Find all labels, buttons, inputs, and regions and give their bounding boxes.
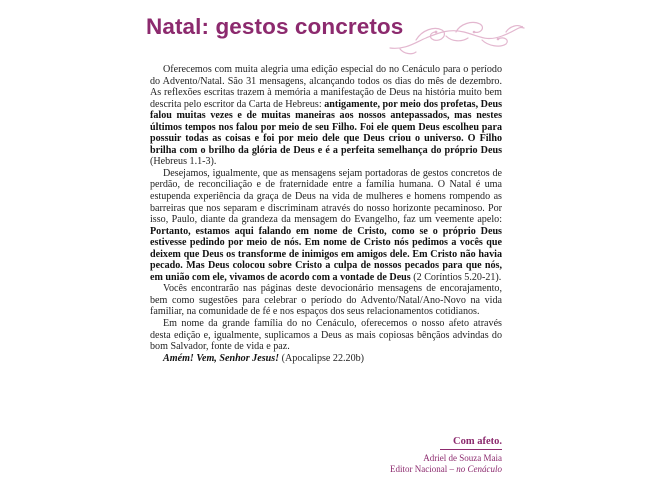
text-run: (Apocalipse 22.20b) [279, 352, 365, 364]
signature-divider [440, 449, 502, 450]
text-run: Desejamos, igualmente, que as mensagens sejam portadoras de gestos concretos de perdão, de reconciliação e de fraternidade entre a família humana. O Natal é uma estupenda experiência da graça de Deus na vida de mulheres e homens rompendo as barreiras que nos separam e discriminam através do nosso horizonte pecaminoso. Por isso, Paulo, diante da grandeza da mensagem do Evangelho, faz um veemente apelo: [150, 167, 502, 226]
paragraph [150, 318, 502, 353]
signature-name: Adriel de Souza Maia [423, 453, 502, 463]
signature-role-prefix: Editor Nacional – [390, 464, 457, 474]
paragraph [150, 283, 502, 318]
document-page [136, 0, 516, 500]
paragraph [150, 64, 502, 168]
signature-role [390, 464, 502, 475]
body-text [150, 64, 502, 364]
bold-text-run: Amém! Vem, Senhor Jesus! [163, 352, 280, 364]
paragraph [150, 168, 502, 283]
text-run: Oferecemos com muita alegria uma edição especial do no Cenáculo para o período do Advento/Natal. São 31 mensagens, alcançando todos os dias do mês de dezembro. As reflexões escritas trazem à memória a manifestação de Deus na história muito bem descrita pelo escritor da Carta de Hebreus: [150, 64, 502, 110]
bold-text-run: Portanto, estamos aqui falando em nome de Cristo, como se o próprio Deus estivesse pedindo por meio de nós. Em nome de Cristo nós pedimos a vocês que deixem que Deus os transforme de inimigos em amigos dele. Em Cristo não havia pecado. Mas Deus colocou sobre Cristo a culpa de nossos pecados para que nós, em união com ele, vivamos de acordo com a vontade de Deus [150, 225, 502, 283]
text-run: (2 Coríntios 5.20-21). [410, 271, 502, 283]
text-run: (Hebreus 1.1-3). [150, 156, 217, 168]
title-row [146, 14, 516, 54]
signature-block [390, 436, 502, 475]
paragraph [150, 353, 502, 365]
text-run: Vocês encontrarão nas páginas deste devocionário mensagens de encorajamento, bem como sugestões para celebrar o período do Advento/Natal/Ano-Novo na vida familiar, na comunidade de fé e nos espaços dos seus relacionamentos cotidianos. [150, 283, 502, 318]
text-run: Em nome da grande família do no Cenáculo, oferecemos o nosso afeto através desta edição e, igualmente, suplicamos a Deus as mais copiosas bênçãos advindas do bom Salvador, fonte de vida e paz. [150, 318, 502, 353]
page-title: Natal: gestos concretos [146, 14, 404, 39]
bold-text-run: antigamente, por meio dos profetas, Deus falou muitas vezes e de muitas maneiras aos nossos antepassados, mas nestes últimos tempos nos falou por meio de seu Filho. Foi ele quem Deus escolheu para possuir todas as coisas e foi por meio dele que Deus criou o universo. O Filho brilha com o brilho da glória de Deus e é a perfeita semelhança do próprio Deus [150, 98, 502, 156]
signature-role-publication: no Cenáculo [456, 464, 502, 474]
signature-greeting: Com afeto. [453, 436, 502, 447]
floral-swirl-icon [386, 18, 526, 58]
